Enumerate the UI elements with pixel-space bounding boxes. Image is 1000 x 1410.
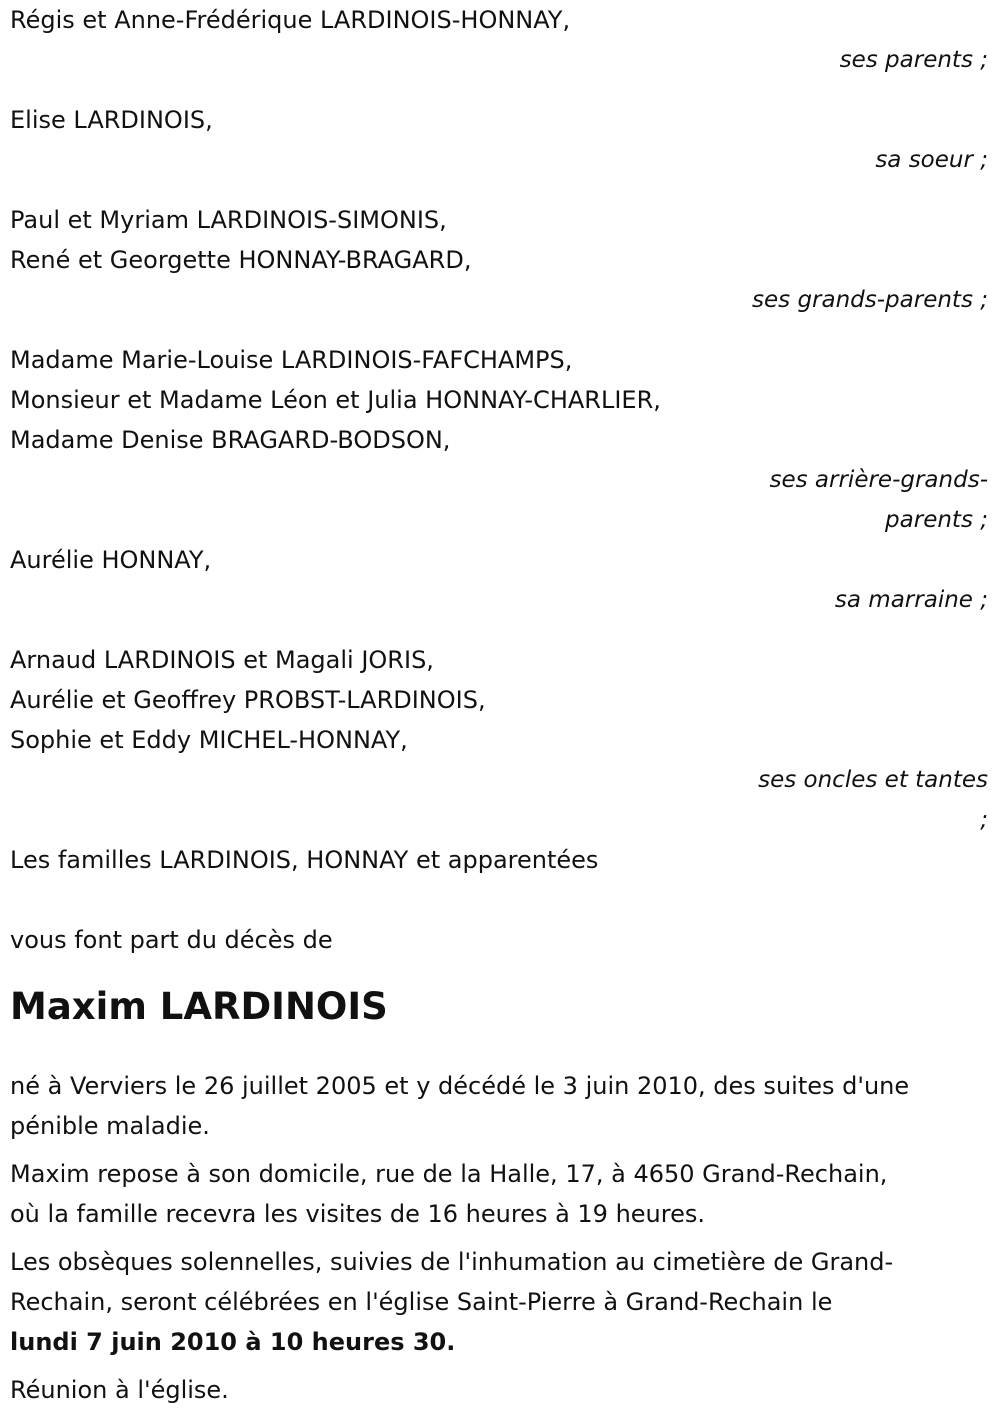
relation-label: ses parents ; bbox=[839, 47, 988, 73]
deceased-name: Maxim LARDINOIS bbox=[10, 985, 388, 1028]
relation-label-continued: parents ; bbox=[885, 507, 988, 533]
obituary-notice bbox=[10, 0, 990, 1410]
announcement-line: vous font part du décès de bbox=[10, 926, 333, 954]
family-group-godmother bbox=[10, 540, 990, 620]
family-name-line: Paul et Myriam LARDINOIS-SIMONIS, bbox=[10, 206, 447, 234]
family-group-parents bbox=[10, 0, 990, 80]
family-group-great-grandparents bbox=[10, 340, 990, 540]
repose-paragraph bbox=[10, 1154, 990, 1234]
family-group-uncles-aunts bbox=[10, 640, 990, 840]
paragraph-line: Maxim repose à son domicile, rue de la Halle, 17, à 4650 Grand-Rechain, bbox=[10, 1160, 888, 1188]
birth-death-paragraph bbox=[10, 1066, 990, 1146]
family-group-grandparents bbox=[10, 200, 990, 320]
family-name-line: Régis et Anne-Frédérique LARDINOIS-HONNAY, bbox=[10, 6, 571, 34]
meeting-line: Réunion à l'église. bbox=[10, 1376, 229, 1404]
paragraph-line: Les obsèques solennelles, suivies de l'inhumation au cimetière de Grand- bbox=[10, 1248, 894, 1276]
family-name-line: René et Georgette HONNAY-BRAGARD, bbox=[10, 246, 472, 274]
family-name-line: Madame Denise BRAGARD-BODSON, bbox=[10, 426, 451, 454]
paragraph-line: où la famille recevra les visites de 16 heures à 19 heures. bbox=[10, 1200, 706, 1228]
funeral-date: lundi 7 juin 2010 à 10 heures 30. bbox=[10, 1328, 456, 1356]
relation-label: ses arrière-grands- bbox=[769, 467, 988, 493]
relation-label-continued: ; bbox=[980, 807, 988, 833]
relation-label: sa soeur ; bbox=[875, 147, 988, 173]
paragraph-line: né à Verviers le 26 juillet 2005 et y décédé le 3 juin 2010, des suites d'une bbox=[10, 1072, 910, 1100]
family-name-line: Sophie et Eddy MICHEL-HONNAY, bbox=[10, 726, 408, 754]
paragraph-line: pénible maladie. bbox=[10, 1112, 210, 1140]
funeral-paragraph bbox=[10, 1242, 990, 1362]
families-line: Les familles LARDINOIS, HONNAY et apparentées bbox=[10, 846, 599, 874]
family-name-line: Elise LARDINOIS, bbox=[10, 106, 213, 134]
family-name-line: Aurélie et Geoffrey PROBST-LARDINOIS, bbox=[10, 686, 486, 714]
family-name-line: Madame Marie-Louise LARDINOIS-FAFCHAMPS, bbox=[10, 346, 573, 374]
family-name-line: Arnaud LARDINOIS et Magali JORIS, bbox=[10, 646, 434, 674]
family-group-sister bbox=[10, 100, 990, 180]
paragraph-line: Rechain, seront célébrées en l'église Saint-Pierre à Grand-Rechain le bbox=[10, 1288, 833, 1316]
family-name-line: Aurélie HONNAY, bbox=[10, 546, 212, 574]
relation-label: ses oncles et tantes bbox=[758, 767, 988, 793]
family-name-line: Monsieur et Madame Léon et Julia HONNAY-CHARLIER, bbox=[10, 386, 661, 414]
relation-label: sa marraine ; bbox=[834, 587, 988, 613]
relation-label: ses grands-parents ; bbox=[752, 287, 988, 313]
